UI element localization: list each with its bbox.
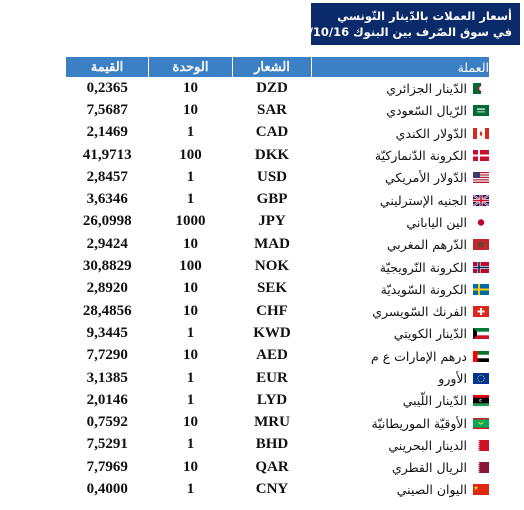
flag-japan-icon (473, 217, 489, 228)
rate-value: 7,7969 (86, 458, 128, 475)
currency-cell (312, 345, 490, 367)
rate-unit: 1 (186, 391, 195, 408)
currency-name: الين الياباني (406, 214, 467, 230)
flag-eu-icon (473, 373, 489, 384)
currency-cell (312, 211, 490, 233)
table-row (66, 122, 489, 144)
flag-usa-icon (473, 172, 489, 183)
table-row (66, 456, 489, 478)
rate-value: 2,0146 (86, 391, 128, 408)
currency-code: AED (256, 347, 288, 364)
currency-cell (312, 166, 490, 188)
table-header-row (66, 57, 489, 77)
table-row (66, 478, 489, 500)
table-row (66, 345, 489, 367)
currency-name: الريال القطري (391, 460, 467, 476)
currency-name: الكرونة السّويديّة (380, 281, 467, 297)
currency-cell (312, 411, 490, 433)
table-row (66, 367, 489, 389)
table-row (66, 278, 489, 300)
currency-cell (312, 99, 490, 121)
currency-cell (312, 278, 490, 300)
rate-value: 7,5687 (86, 101, 128, 118)
rate-unit: 10 (183, 235, 198, 252)
currency-name: الكرونة النّرويجيّة (379, 259, 467, 275)
flag-denmark-icon (473, 150, 489, 161)
flag-canada-icon (473, 128, 489, 139)
table-row (66, 233, 489, 255)
rate-unit: 10 (183, 458, 198, 475)
rate-value: 2,9424 (86, 235, 128, 252)
flag-qatar-icon (473, 462, 489, 473)
currency-code: DZD (256, 79, 288, 96)
rate-value: 2,1469 (86, 124, 128, 141)
currency-name: الدّولار الكندي (395, 125, 467, 141)
currency-cell (312, 434, 490, 456)
table-row (66, 77, 489, 99)
currency-code: JPY (258, 213, 286, 230)
currency-code: GBP (256, 191, 288, 208)
table-row (66, 255, 489, 277)
table-row (66, 411, 489, 433)
rate-unit: 10 (183, 414, 198, 431)
currency-code: MAD (254, 235, 290, 252)
rate-unit: 100 (179, 146, 202, 163)
rate-unit: 1 (186, 191, 195, 208)
flag-bahrain-icon (473, 440, 489, 451)
currency-name: اليوان الصيني (396, 482, 467, 498)
title-line-2: في سوق الصّرف بين البنوك 2019/10/16 (276, 25, 512, 39)
currency-code: EUR (256, 369, 288, 386)
currency-cell (312, 255, 490, 277)
flag-algeria-icon (473, 83, 489, 94)
exchange-rate-table (66, 57, 489, 501)
currency-cell (312, 322, 490, 344)
currency-code: BHD (255, 436, 289, 453)
title-banner (276, 3, 520, 45)
rate-unit: 10 (183, 79, 198, 96)
rate-value: 28,4856 (82, 302, 132, 319)
currency-code: CAD (255, 124, 289, 141)
rate-value: 0,4000 (86, 480, 128, 497)
currency-code: CNY (255, 480, 289, 497)
table-row (66, 188, 489, 210)
currency-code: SAR (256, 101, 287, 118)
table-row (66, 434, 489, 456)
flag-saudi-icon (473, 105, 489, 116)
rate-value: 2,8457 (86, 168, 128, 185)
rate-unit: 100 (179, 258, 202, 275)
table-row (66, 322, 489, 344)
currency-cell (312, 367, 490, 389)
rate-unit: 10 (183, 101, 198, 118)
currency-cell (312, 144, 490, 166)
currency-code: LYD (256, 391, 288, 408)
rate-value: 26,0998 (82, 213, 132, 230)
rate-unit: 1 (186, 480, 195, 497)
currency-name: الدّينار الجزائري (386, 81, 467, 97)
rate-value: 7,5291 (86, 436, 128, 453)
rate-value: 9,3445 (86, 324, 128, 341)
rate-value: 7,7290 (86, 347, 128, 364)
rate-unit: 10 (183, 347, 198, 364)
flag-sweden-icon (473, 284, 489, 295)
currency-code: KWD (253, 324, 291, 341)
currency-cell (312, 77, 490, 99)
table-row (66, 211, 489, 233)
table-row (66, 99, 489, 121)
currency-name: الدّولار الأمريكي (384, 170, 467, 186)
flag-norway-icon (473, 262, 489, 273)
rate-unit: 1 (186, 324, 195, 341)
currency-name: الدّينار اللّيبي (402, 393, 467, 409)
table-row (66, 144, 489, 166)
title-line-1: أسعار العملات بالدّينار التّونسي (337, 9, 512, 23)
currency-name: درهم الإمارات ع م (370, 348, 467, 364)
header-code: الشعار (233, 57, 312, 77)
currency-name: الأوقيّة الموريطانيّة (371, 415, 467, 431)
rate-value: 3,6346 (86, 191, 128, 208)
rate-value: 0,2365 (86, 79, 128, 96)
currency-name: الدّرهم المغربي (386, 237, 467, 253)
flag-china-icon (473, 484, 489, 495)
rate-unit: 1 (186, 124, 195, 141)
rate-value: 0,7592 (86, 414, 128, 431)
currency-name: الجنيه الإسترليني (379, 192, 467, 208)
currency-code: USD (256, 168, 287, 185)
rate-unit: 1 (186, 168, 195, 185)
currency-cell (312, 389, 490, 411)
rate-value: 2,8920 (86, 280, 128, 297)
currency-code: QAR (255, 458, 289, 475)
rate-value: 3,1385 (86, 369, 128, 386)
currency-name: الدّينار الكويتي (393, 326, 467, 342)
flag-libya-icon (473, 395, 489, 406)
rate-unit: 10 (183, 302, 198, 319)
rate-unit: 1000 (175, 213, 206, 230)
table-row (66, 389, 489, 411)
rate-unit: 10 (183, 280, 198, 297)
currency-name: الفرنك السّويسري (372, 304, 467, 320)
header-currency: العملة (312, 57, 490, 77)
rate-unit: 1 (186, 436, 195, 453)
currency-name: الرّيال السّعودي (386, 103, 467, 119)
currency-cell (312, 300, 490, 322)
currency-code: NOK (254, 258, 290, 275)
currency-cell (312, 233, 490, 255)
flag-uae-icon (473, 351, 489, 362)
currency-cell (312, 478, 490, 500)
currency-name: الكرونة الدّنماركيّة (374, 148, 467, 164)
rate-value: 30,8829 (82, 258, 132, 275)
rate-value: 41,9713 (82, 146, 132, 163)
table-row (66, 300, 489, 322)
currency-code: CHF (256, 302, 288, 319)
flag-switzerland-icon (473, 306, 489, 317)
rate-unit: 1 (186, 369, 195, 386)
currency-cell (312, 456, 490, 478)
flag-mauritania-icon (473, 418, 489, 429)
flag-uk-icon (473, 195, 489, 206)
currency-name: الأورو (438, 371, 467, 386)
currency-cell (312, 188, 490, 210)
header-value: القيمة (66, 57, 149, 77)
currency-code: MRU (254, 414, 290, 431)
flag-morocco-icon (473, 239, 489, 250)
flag-kuwait-icon (473, 328, 489, 339)
currency-cell (312, 122, 490, 144)
currency-code: DKK (254, 146, 290, 163)
header-unit: الوحدة (149, 57, 233, 77)
table-row (66, 166, 489, 188)
currency-code: SEK (256, 280, 287, 297)
currency-name: الدينار البحريني (388, 437, 467, 453)
